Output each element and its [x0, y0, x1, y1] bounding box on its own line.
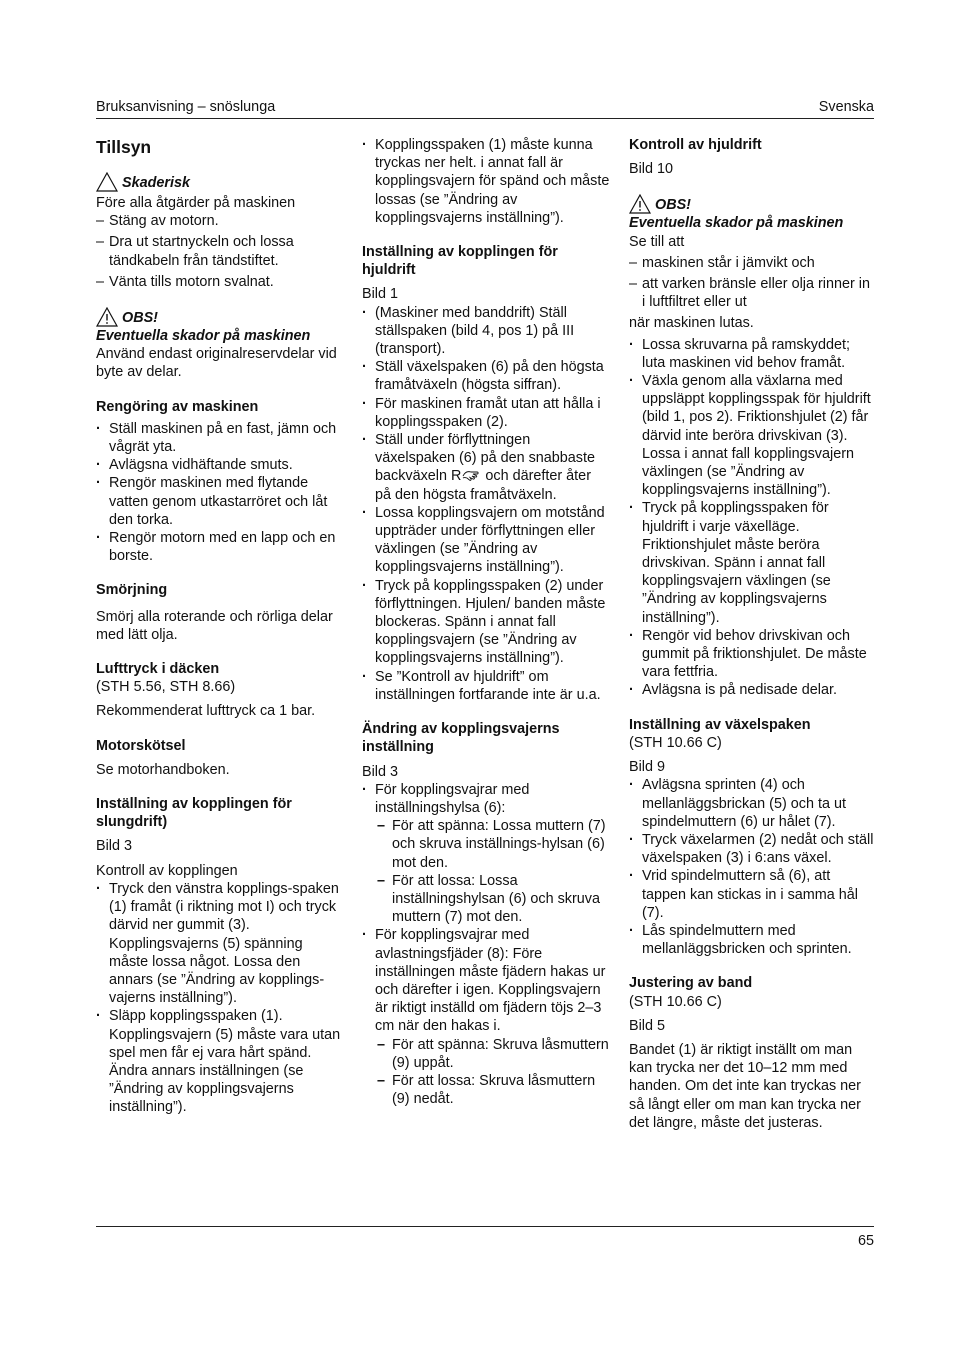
- obs-label: OBS!: [655, 197, 691, 214]
- reverse-text-before: Ställ under förflyttningen växelspaken (6) på den snabbaste backväxeln R: [375, 432, 596, 485]
- page-footer: [96, 1226, 874, 1249]
- list-item: · Lås spindelmuttern med mellanläggsbricken och sprinten.: [629, 922, 877, 958]
- list-item: · Tryck på kopplingsspaken (2) under förflyttningen. Hjulen/ banden måste blockeras. Spänn i annat fall kopplingsvajern (se ”Ändring av kopplingsvajerns inställning”).: [362, 577, 610, 668]
- cable-change-list: [362, 781, 610, 1109]
- reverse-gear-hand-icon: [461, 467, 481, 483]
- clutch-auger-list: [96, 880, 344, 1117]
- list-item: · Ställ växelspaken (6) på den högsta framåtväxeln (högsta siffran).: [362, 358, 610, 394]
- list-item: – Vänta tills motorn svalnat.: [96, 273, 344, 291]
- reverse-text-after: och därefter åter på den högsta framåtväxeln.: [375, 468, 591, 503]
- list-item: · Rengör vid behov drivskivan och gummit på friktionshjulet. De måste vara fettfria.: [629, 627, 877, 682]
- obs-outro: när maskinen lutas.: [629, 315, 754, 332]
- clutch-auger-heading: Inställning av kopplingen för slungdrift): [96, 796, 292, 831]
- warning-label: Skaderisk: [122, 174, 191, 191]
- list-item: – att varken bränsle eller olja rinner in i luftfiltret eller ut: [629, 275, 877, 311]
- list-item: · Tryck den vänstra kopplings-spaken (1) framåt (i riktning mot I) och tryck därvid ner gummit (3). Kopplingsvajerns (5) spänning måste lossa något. Lossa den annars (se ”Ändring av kopplings-vajerns inställning”).: [96, 880, 344, 1007]
- clutch-wheel-list: [362, 304, 610, 704]
- continued-list: [362, 136, 610, 227]
- figure-ref: Bild 3: [96, 838, 132, 855]
- figure-ref: Bild 9: [629, 759, 665, 776]
- list-item: · Avlägsna sprinten (4) och mellanläggsbrickan (5) och ta ut spindelmuttern (6) ur hålet (7).: [629, 776, 877, 831]
- list-item: [362, 781, 610, 927]
- sub-item: – För att lossa: Lossa inställningshylsan (6) och skruva muttern (7) mot den.: [375, 872, 610, 927]
- warning-list: [96, 212, 344, 291]
- list-item: · Se ”Kontroll av hjuldrift” om inställningen fortfarande inte är u.a.: [362, 668, 610, 704]
- sub-list: [375, 817, 610, 926]
- list-item: · (Maskiner med banddrift) Ställ ställspaken (bild 4, pos 1) på III (transport).: [362, 304, 610, 359]
- list-item-text: För kopplingsvajrar med inställningshylsa (6):: [375, 781, 530, 816]
- header-title: Bruksanvisning – snöslunga: [96, 99, 276, 115]
- figure-ref: Bild 1: [362, 286, 398, 303]
- warning-triangle-icon: [96, 172, 118, 192]
- cleaning-list: [96, 420, 344, 566]
- list-item: · Släpp kopplingsspaken (1). Kopplingsvajern (5) måste vara utan spel men får ej vara hårt spänd. Ändra annars inställningen (se ”Ändring av kopplingsvajerns inställning”).: [96, 1007, 344, 1116]
- cable-change-heading: Ändring av kopplingsvajerns inställning: [362, 721, 560, 756]
- wheel-check-list: [629, 336, 877, 700]
- page-header: [96, 98, 874, 119]
- list-item: · Lossa kopplingsvajern om motstånd uppträder under förflyttningen eller växlingen (se ”Ändring av kopplingsvajerns inställning”).: [362, 504, 610, 577]
- list-item-reverse: [362, 431, 610, 504]
- tire-models: (STH 5.56, STH 8.66): [96, 679, 236, 696]
- warning-triangle-icon: [629, 194, 651, 214]
- list-item: · Tryck på kopplingsspaken för hjuldrift i varje växelläge. Friktionshjulet måste beröra drivskivan. Spänn i annat fall kopplingsvajern växlingen (se ”Ändring av kopplingsvajerns inställning”).: [629, 499, 877, 626]
- list-item-text: För kopplingsvajrar med avlastningsfjäder (8): Före inställningen måste fjädern hakas ur och därefter i igen. Kopplingsvajern är riktigt inställd om fjädern töjs 2–3 cm när den hakas i.: [375, 927, 606, 1035]
- figure-ref: Bild 5: [629, 1017, 665, 1034]
- sub-list: [375, 1036, 610, 1109]
- tire-heading: Lufttryck i däcken: [96, 661, 220, 678]
- column-3: [629, 136, 877, 1132]
- figure-ref: Bild 10: [629, 161, 674, 178]
- list-item: – maskinen står i jämvikt och: [629, 254, 877, 272]
- section-title: Tillsyn: [96, 137, 152, 157]
- page-number: 65: [857, 1233, 874, 1249]
- warning-intro: Före alla åtgärder på maskinen: [96, 195, 296, 211]
- list-item: · Ställ maskinen på en fast, jämn och vågrät yta.: [96, 420, 344, 456]
- list-item: · Tryck växelarmen (2) nedåt och ställ växelspaken (3) i 6:ans växel.: [629, 831, 877, 867]
- list-item: · Lossa skruvarna på ramskyddet; luta maskinen vid behov framåt.: [629, 336, 877, 372]
- obs-heading: [96, 307, 344, 327]
- list-item: – Dra ut startnyckeln och lossa tändkabeln från tändstiftet.: [96, 233, 344, 269]
- gear-lever-list: [629, 776, 877, 958]
- wheel-check-heading: Kontroll av hjuldrift: [629, 137, 762, 153]
- obs-subtitle: Eventuella skador på maskinen: [629, 215, 844, 232]
- obs-heading: [629, 194, 877, 214]
- obs-label: OBS!: [122, 309, 158, 326]
- obs-text: Använd endast originalreservdelar vid byte av delar.: [96, 346, 337, 381]
- column-1: [96, 136, 344, 1117]
- lubrication-text: Smörj alla roterande och rörliga delar med lätt olja.: [96, 608, 333, 643]
- obs-subtitle: Eventuella skador på maskinen: [96, 328, 311, 345]
- cleaning-heading: Rengöring av maskinen: [96, 398, 259, 415]
- header-language: Svenska: [818, 99, 874, 115]
- gear-lever-models: (STH 10.66 C): [629, 734, 722, 751]
- list-item: · Rengör motorn med en lapp och en borste.: [96, 529, 344, 565]
- band-models: (STH 10.66 C): [629, 993, 722, 1010]
- obs-dash-list: [629, 254, 877, 312]
- gear-lever-heading: Inställning av växelspaken: [629, 716, 811, 733]
- sub-item: – För att spänna: Lossa muttern (7) och skruva inställnings-hylsan (6) mot den.: [375, 817, 610, 872]
- sub-item: – För att lossa: Skruva låsmuttern (9) nedåt.: [375, 1072, 610, 1108]
- clutch-wheel-heading: Inställning av kopplingen för hjuldrift: [362, 244, 558, 279]
- list-item: · Avlägsna vidhäftande smuts.: [96, 456, 344, 474]
- list-item: · För maskinen framåt utan att hålla i kopplingsspaken (2).: [362, 395, 610, 431]
- lubrication-heading: Smörjning: [96, 582, 168, 599]
- sub-item: – För att spänna: Skruva låsmuttern (9) uppåt.: [375, 1036, 610, 1072]
- band-heading: Justering av band: [629, 975, 753, 992]
- list-item: · Rengör maskinen med flytande vatten genom utkastarröret och låt den torka.: [96, 474, 344, 529]
- engine-text: Se motorhandboken.: [96, 761, 230, 778]
- list-item: [362, 926, 610, 1108]
- clutch-auger-intro: Kontroll av kopplingen: [96, 862, 238, 879]
- list-item: · Kopplingsspaken (1) måste kunna tryckas ner helt. i annat fall är kopplingsvajern för spänd och måste lossas (se ”Ändring av kopplingsvajerns inställning”).: [362, 136, 610, 227]
- list-item: · Avlägsna is på nedisade delar.: [629, 681, 877, 699]
- list-item: · Vrid spindelmuttern så (6), att tappen kan stickas in i samma hål (7).: [629, 867, 877, 922]
- warning-heading: [96, 172, 344, 192]
- band-text: Bandet (1) är riktigt inställt om man kan trycka ner det 10–12 mm med handen. Om det inte kan tryckas ner så långt eller om man kan trycka ner det längre, måste det justeras.: [629, 1041, 861, 1131]
- column-2: [362, 136, 610, 1108]
- engine-heading: Motorskötsel: [96, 737, 186, 754]
- figure-ref: Bild 3: [362, 763, 398, 780]
- list-item: – Stäng av motorn.: [96, 212, 344, 230]
- obs-intro: Se till att: [629, 233, 685, 250]
- tire-text: Rekommenderat lufttryck ca 1 bar.: [96, 703, 316, 720]
- warning-triangle-icon: [96, 307, 118, 327]
- list-item: · Växla genom alla växlarna med uppsläppt kopplingsspak för hjuldrift (bild 1, pos 2). Friktionshjulet (2) får därvid inte beröra drivskivan (3). Lossa i annat fall kopplingsvajern växlingen (se ”Ändring av kopplingsvajerns inställning”).: [629, 372, 877, 499]
